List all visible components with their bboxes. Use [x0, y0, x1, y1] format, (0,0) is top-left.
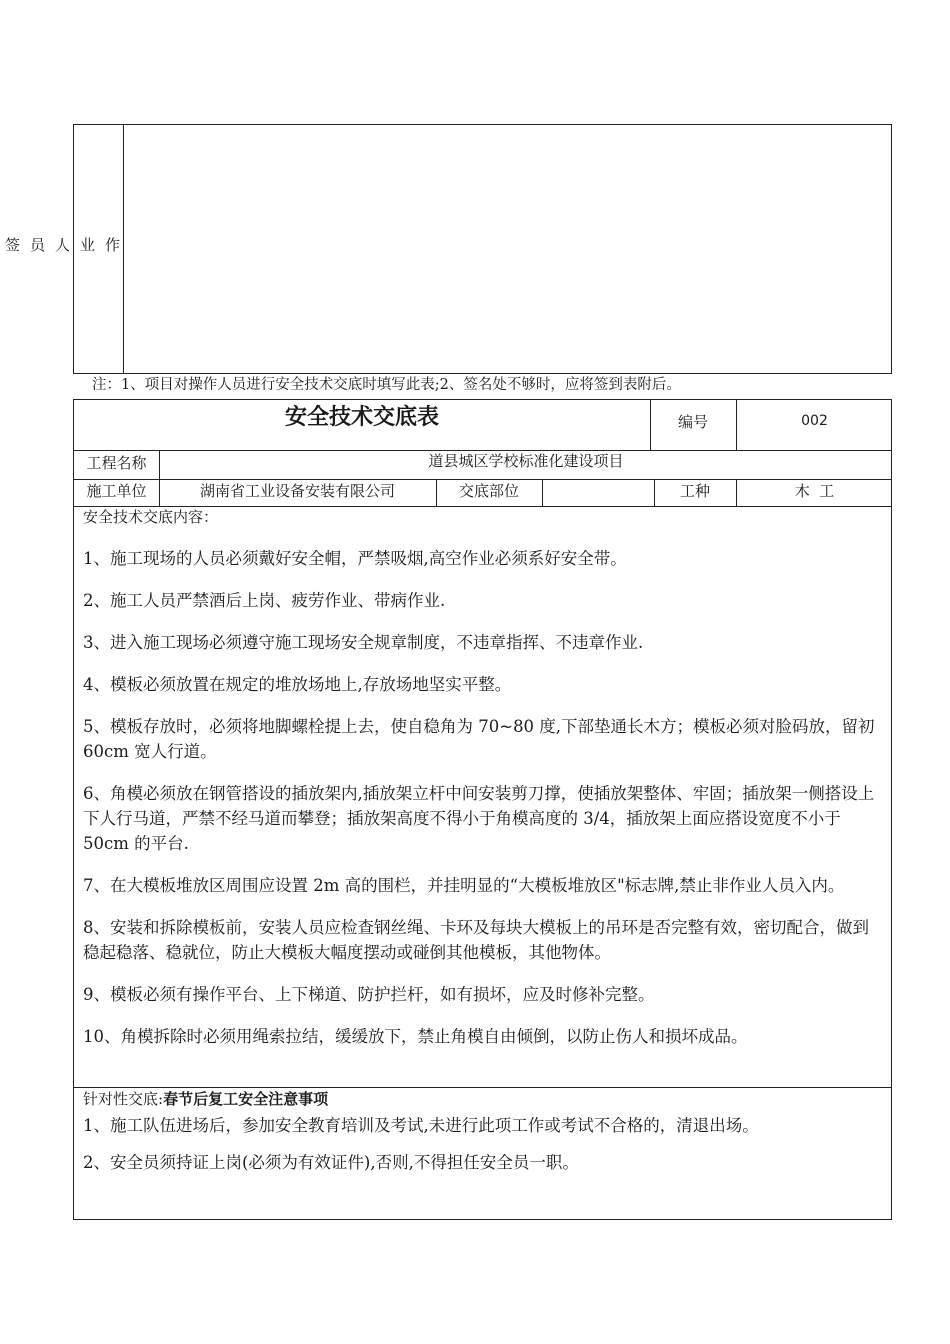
number-label: 编号 [677, 412, 708, 431]
content-item: 9、模板必须有操作平台、上下梯道、防护拦杆，如有损坏，应及时修补完整。 [83, 985, 655, 1004]
number-value[interactable]: 002 [801, 413, 828, 429]
briefing-part-label: 交底部位 [458, 481, 519, 500]
content-item: 8、安装和拆除模板前，安装人员应检查钢丝绳、卡环及每块大模板上的吊环是否完整有效，密切配合，做到稳起稳落、稳就位，防止大模板大幅度摆动或碰倒其他模板，其他物体。 [83, 918, 869, 962]
signature-label-char: 业 [78, 236, 96, 252]
targeted-title: 春节后复工安全注意事项 [163, 1090, 329, 1108]
content-item: 7、在大模板堆放区周围应设置 2m 高的围栏，并挂明显的“大模板堆放区"标志牌,禁止非作业人员入内。 [83, 876, 845, 895]
content-heading: 安全技术交底内容： [83, 508, 219, 526]
signature-area[interactable] [125, 125, 891, 373]
signature-table [3, 124, 892, 374]
signature-label-char: 员 [28, 236, 46, 252]
signature-label-char: 人 [53, 236, 71, 252]
targeted-briefing [83, 1088, 881, 1175]
signature-label [3, 169, 124, 319]
signature-label-cell [3, 125, 124, 373]
content-item: 1、施工现场的人员必须戴好安全帽，严禁吸烟,高空作业必须系好安全带。 [83, 549, 627, 568]
content-item: 10、角模拆除时必须用绳索拉结，缓缓放下，禁止角模自由倾倒，以防止伤人和损坏成品。 [83, 1027, 748, 1046]
construction-unit-value[interactable]: 湖南省工业设备安装有限公司 [199, 481, 395, 500]
signature-label-char: 签 [3, 236, 21, 252]
targeted-label: 针对性交底: [83, 1090, 164, 1108]
footnote: 注：1、项目对操作人员进行安全技术交底时填写此表;2、签名处不够时，应将签到表附后。 [92, 377, 681, 393]
briefing-content [83, 506, 881, 1049]
signature-label-char: 作 [103, 236, 121, 252]
construction-unit-label: 施工单位 [86, 481, 147, 500]
trade-label: 工种 [679, 481, 710, 500]
content-item: 4、模板必须放置在规定的堆放场地上,存放场地坚实平整。 [83, 675, 512, 694]
trade-value[interactable]: 木 工 [794, 481, 835, 500]
content-item: 5、模板存放时，必须将地脚螺栓提上去，使自稳角为 70~80 度,下部垫通长木方；模板必须对脸码放，留初 60cm 宽人行道。 [83, 717, 875, 761]
safety-briefing-form [73, 399, 892, 1220]
briefing-part-value[interactable] [542, 479, 654, 501]
form-title: 安全技术交底表 [284, 404, 439, 430]
targeted-heading [83, 1088, 881, 1110]
targeted-item: 1、施工队伍进场后，参加安全教育培训及考试,未进行此项工作或考试不合格的，清退出场。 [83, 1116, 759, 1135]
targeted-item: 2、安全员须持证上岗(必须为有效证件),否则,不得担任安全员一职。 [83, 1153, 579, 1172]
project-name-value[interactable]: 道县城区学校标准化建设项目 [428, 452, 624, 470]
content-item: 3、进入施工现场必须遵守施工现场安全规章制度，不违章指挥、不违章作业. [83, 633, 644, 652]
content-item: 6、角模必须放在钢管搭设的插放架内,插放架立杆中间安装剪刀撑，使插放架整体、牢固；插放架一侧搭设上下人行马道，严禁不经马道而攀登；插放架高度不得小于角模高度的 3/4，插放架上面应搭设宽度不小于 50cm 的平台. [83, 784, 875, 853]
content-item: 2、施工人员严禁酒后上岗、疲劳作业、带病作业. [83, 591, 446, 610]
project-name-label: 工程名称 [86, 454, 147, 472]
